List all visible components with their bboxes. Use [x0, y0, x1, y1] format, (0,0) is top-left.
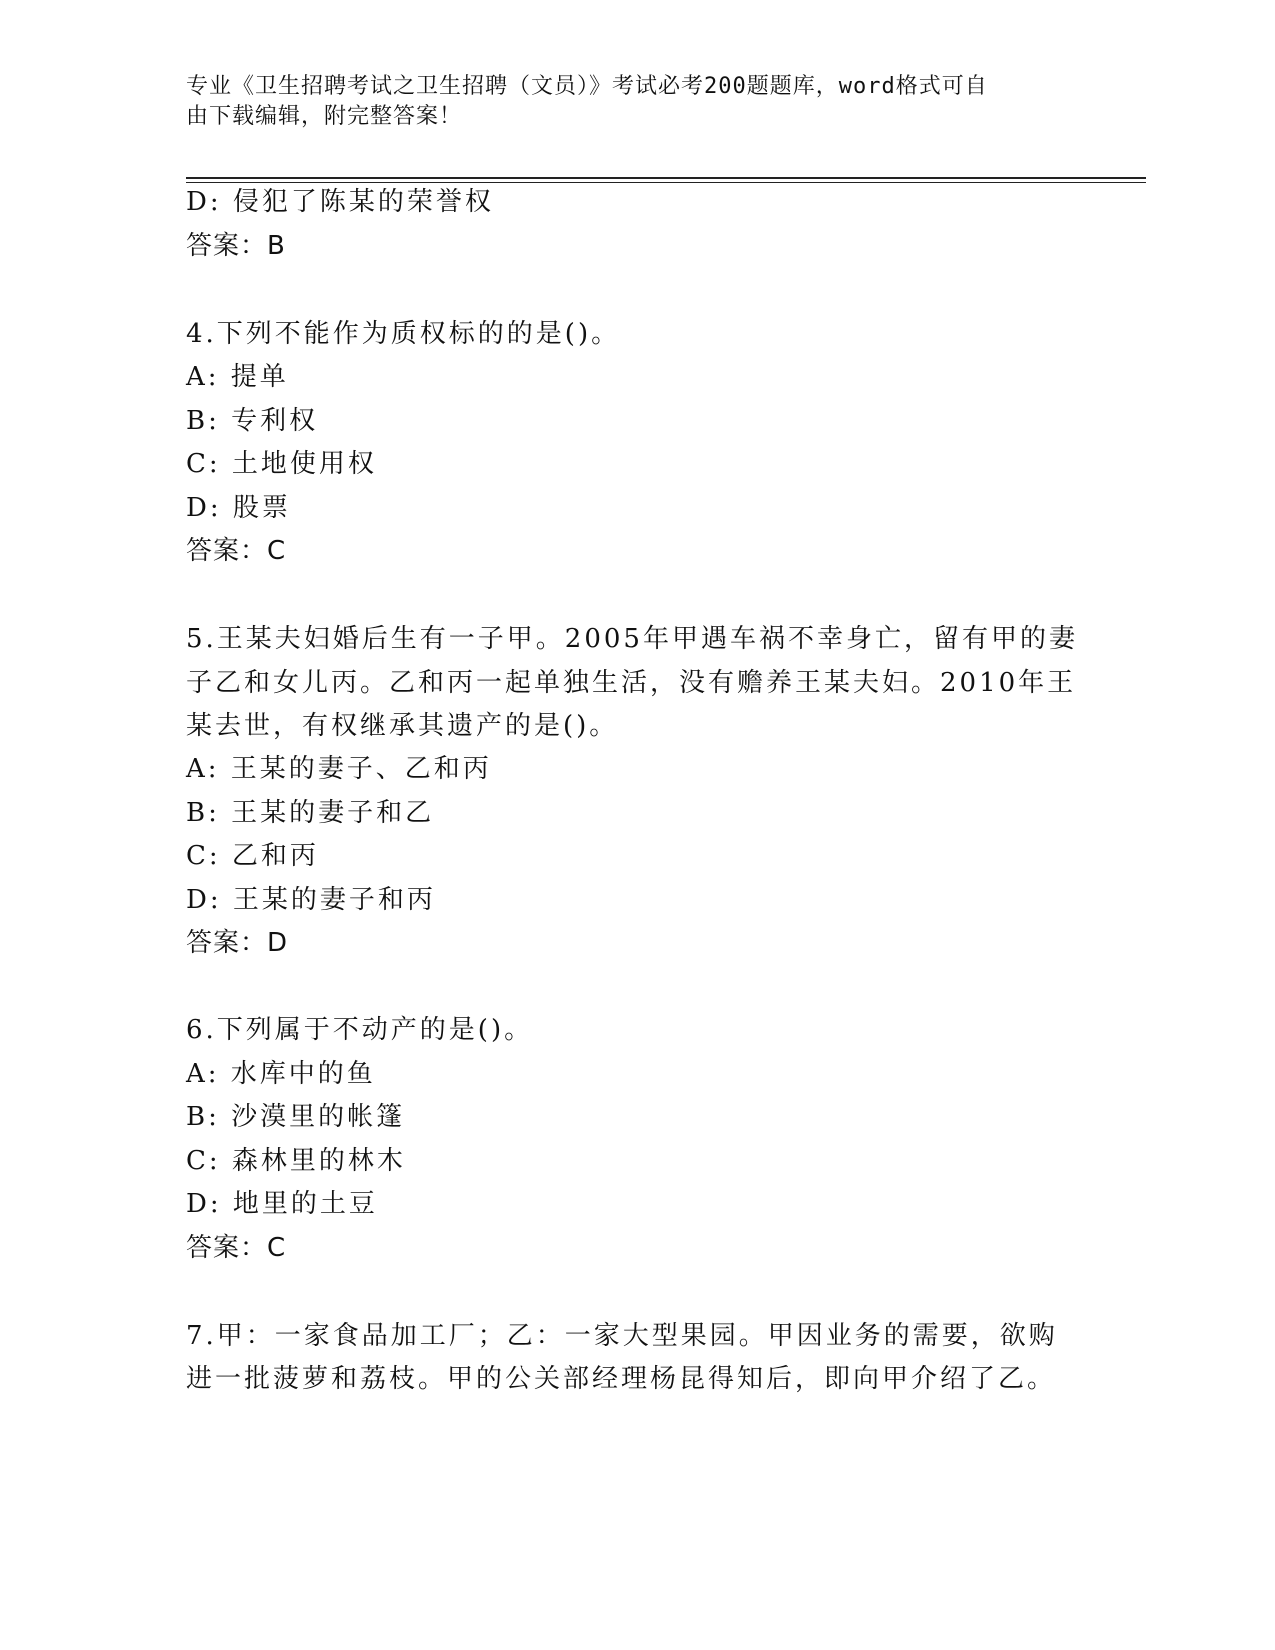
- q7-stem-line-2: 进一批菠萝和荔枝。甲的公关部经理杨昆得知后，即向甲介绍了乙。: [186, 1364, 1057, 1394]
- q5-option-b: B: 王某的妻子和乙: [186, 798, 435, 828]
- q4-option-a: A: 提单: [186, 362, 289, 392]
- q3-option-d: D: 侵犯了陈某的荣誉权: [186, 187, 494, 217]
- q5-stem-line-2: 子乙和女儿丙。乙和丙一起单独生活，没有赡养王某夫妇。2010年王: [186, 668, 1077, 698]
- q4-answer: 答案：C: [186, 536, 287, 566]
- q3-answer: 答案：B: [186, 231, 286, 261]
- header-line-2: 由下载编辑，附完整答案！: [186, 104, 463, 129]
- q4-option-c: C: 土地使用权: [186, 449, 377, 479]
- q6-option-d: D: 地里的土豆: [186, 1189, 378, 1219]
- q5-option-a: A: 王某的妻子、乙和丙: [186, 754, 492, 784]
- q5-option-c: C: 乙和丙: [186, 841, 319, 871]
- header-divider-thick: [186, 177, 1146, 179]
- q5-stem-line-3: 某去世，有权继承其遗产的是()。: [186, 711, 619, 741]
- q6-option-a: A: 水库中的鱼: [186, 1059, 376, 1089]
- q5-stem-line-1: 5.王某夫妇婚后生有一子甲。2005年甲遇车祸不幸身亡，留有甲的妻: [186, 624, 1078, 654]
- q4-option-d: D: 股票: [186, 493, 291, 523]
- q7-stem-line-1: 7.甲：一家食品加工厂；乙：一家大型果园。甲因业务的需要，欲购: [186, 1321, 1058, 1351]
- q6-answer: 答案：C: [186, 1233, 287, 1263]
- header-line-1: 专业《卫生招聘考试之卫生招聘（文员）》考试必考200题题库，word格式可自: [186, 74, 988, 99]
- q5-option-d: D: 王某的妻子和丙: [186, 885, 436, 915]
- q6-stem: 6.下列属于不动产的是()。: [186, 1015, 534, 1045]
- q4-option-b: B: 专利权: [186, 406, 319, 436]
- header-divider-thin: [186, 182, 1146, 183]
- q6-option-b: B: 沙漠里的帐篷: [186, 1102, 406, 1132]
- document-header: [186, 72, 1066, 132]
- q5-answer: 答案：D: [186, 928, 289, 958]
- q6-option-c: C: 森林里的林木: [186, 1146, 406, 1176]
- q4-stem: 4.下列不能作为质权标的的是()。: [186, 319, 621, 349]
